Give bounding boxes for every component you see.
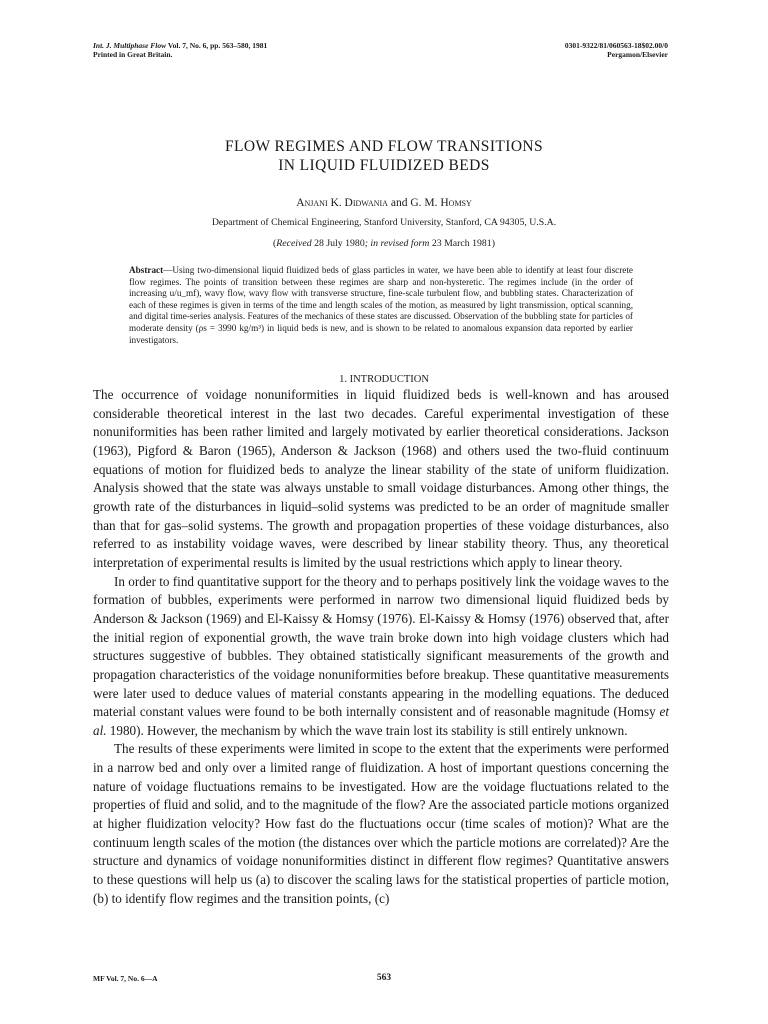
- abstract: [129, 265, 633, 346]
- author-list: [0, 196, 768, 210]
- author-conjunction: and: [390, 197, 408, 209]
- paragraph-1: The occurrence of voidage nonuniformities in liquid fluidized beds is well-known and has aroused considerable theoretical interest in the last two decades. Careful experimental investigation of these nonuniformities has been rather limited and largely motivated by earlier theoretical considerations. Jackson (1963), Pigford & Baron (1965), Anderson & Jackson (1968) and others used the two-fluid continuum equations of motion for fluidized beds to analyze the linear stability of the state of uniform fluidization. Analysis showed that the state was always unstable to small voidage disturbances. Among other things, the growth rate of the disturbances in liquid–solid systems was predicted to be an order of magnitude smaller than that for gas–solid systems. The growth and propagation properties of these voidage disturbances, also referred to as instability voidage waves, were described by linear stability theory. Thus, any theoretical interpretation of experimental results is limited by the usual restrictions which apply to linear theory.: [93, 387, 669, 570]
- et-al: et al.: [93, 704, 669, 738]
- journal-name: Int. J. Multiphase Flow: [93, 41, 167, 50]
- paper-title: [0, 137, 768, 175]
- author-1: Anjani K. Didwania: [296, 197, 388, 209]
- footer-reference: MF Vol. 7, No. 6—A: [93, 974, 158, 983]
- abstract-label: Abstract: [129, 265, 164, 275]
- paragraph-2: [93, 573, 669, 741]
- page-number: 563: [376, 973, 392, 983]
- received-label: Received: [276, 238, 312, 249]
- printed-note: Printed in Great Britain.: [93, 50, 173, 59]
- publisher-block: [565, 41, 668, 59]
- received-dates: (Received 28 July 1980; in revised form 23 March 1981): [273, 238, 495, 249]
- journal-citation: [93, 41, 267, 59]
- article-code: 0301-9322/81/060563-18$02.00/0: [564, 41, 668, 50]
- received-date: 28 July 1980: [314, 238, 365, 249]
- body-text: [93, 386, 669, 908]
- abstract-text: —Using two-dimensional liquid fluidized beds of glass particles in water, we have been able to identify at least four discrete flow regimes. The points of transition between these regimes are sharp and non-hysteretic. The regimes include (in the order of increasing u/u_mf), wavy flow, wavy flow with transverse structure, fine-scale turbulent flow, and bubbling states. Characterization of each of these regimes is given in terms of the time and length scales of the motion, as measured by light transmission, optical scanning, and digital time-series analysis. Features of the mechanics of these states are discussed. Observation of the bubbling state for particles of moderate density (ρs = 3990 kg/m³) in liquid beds is new, and is shown to be related to anomalous expansion data reported by earlier investigators.: [129, 265, 633, 345]
- revised-label: ; in revised form: [364, 238, 430, 249]
- volume-info: Vol. 7, No. 6, pp. 563–580, 1981: [167, 41, 268, 50]
- paragraph-2-part-a: In order to find quantitative support for the theory and to perhaps positively link the voidage waves to the formation of bubbles, experiments were performed in narrow two dimensional liquid fluidized beds by Anderson & Jackson (1969) and El-Kaissy & Homsy (1976). El-Kaissy & Homsy (1976) observed that, after the initial region of exponential growth, the wave train broke down into high voidage clusters which had structures suggestive of bubbles. They obtained statistically significant measurements of the growth and propagation characteristics of the voidage nonuniformities before breakup. These quantitative measurements were later used to deduce values of material constants appearing in the modelling equations. The deduced material constant values were found to be both internally consistent and of reasonable magnitude (Homsy: [93, 573, 669, 720]
- paragraph-2-part-b: 1980). However, the mechanism by which the wave train lost its stability is still entirely unknown.: [106, 722, 628, 738]
- section-heading: 1. INTRODUCTION: [339, 374, 429, 385]
- paragraph-3: The results of these experiments were limited in scope to the extent that the experiments were performed in a narrow bed and only over a limited range of fluidization. A host of important questions concerning the nature of voidage fluctuations remains to be investigated. How are the voidage fluctuations related to the properties of fluid and solid, and to the magnitude of the flow? Are the associated particle motions organized at higher fluidization velocity? How fast do the fluctuations occur (time scales of motion)? What are the continuum length scales of the motion (the distances over which the particle motions are correlated)? Are the structure and dynamics of voidage nonuniformities distinct in different flow regimes? Quantitative answers to these questions will help us (a) to discover the scaling laws for the statistical properties of particle motion, (b) to identify flow regimes and the transition points, (c): [93, 741, 669, 906]
- author-2: G. M. Homsy: [410, 197, 472, 209]
- publisher-name: Pergamon/Elsevier: [607, 50, 668, 59]
- affiliation: Department of Chemical Engineering, Stanford University, Stanford, CA 94305, U.S.A.: [211, 217, 557, 228]
- revised-date: 23 March 1981: [431, 238, 492, 249]
- title-line-2: IN LIQUID FLUIDIZED BEDS: [278, 157, 490, 174]
- title-line-1: FLOW REGIMES AND FLOW TRANSITIONS: [224, 138, 544, 155]
